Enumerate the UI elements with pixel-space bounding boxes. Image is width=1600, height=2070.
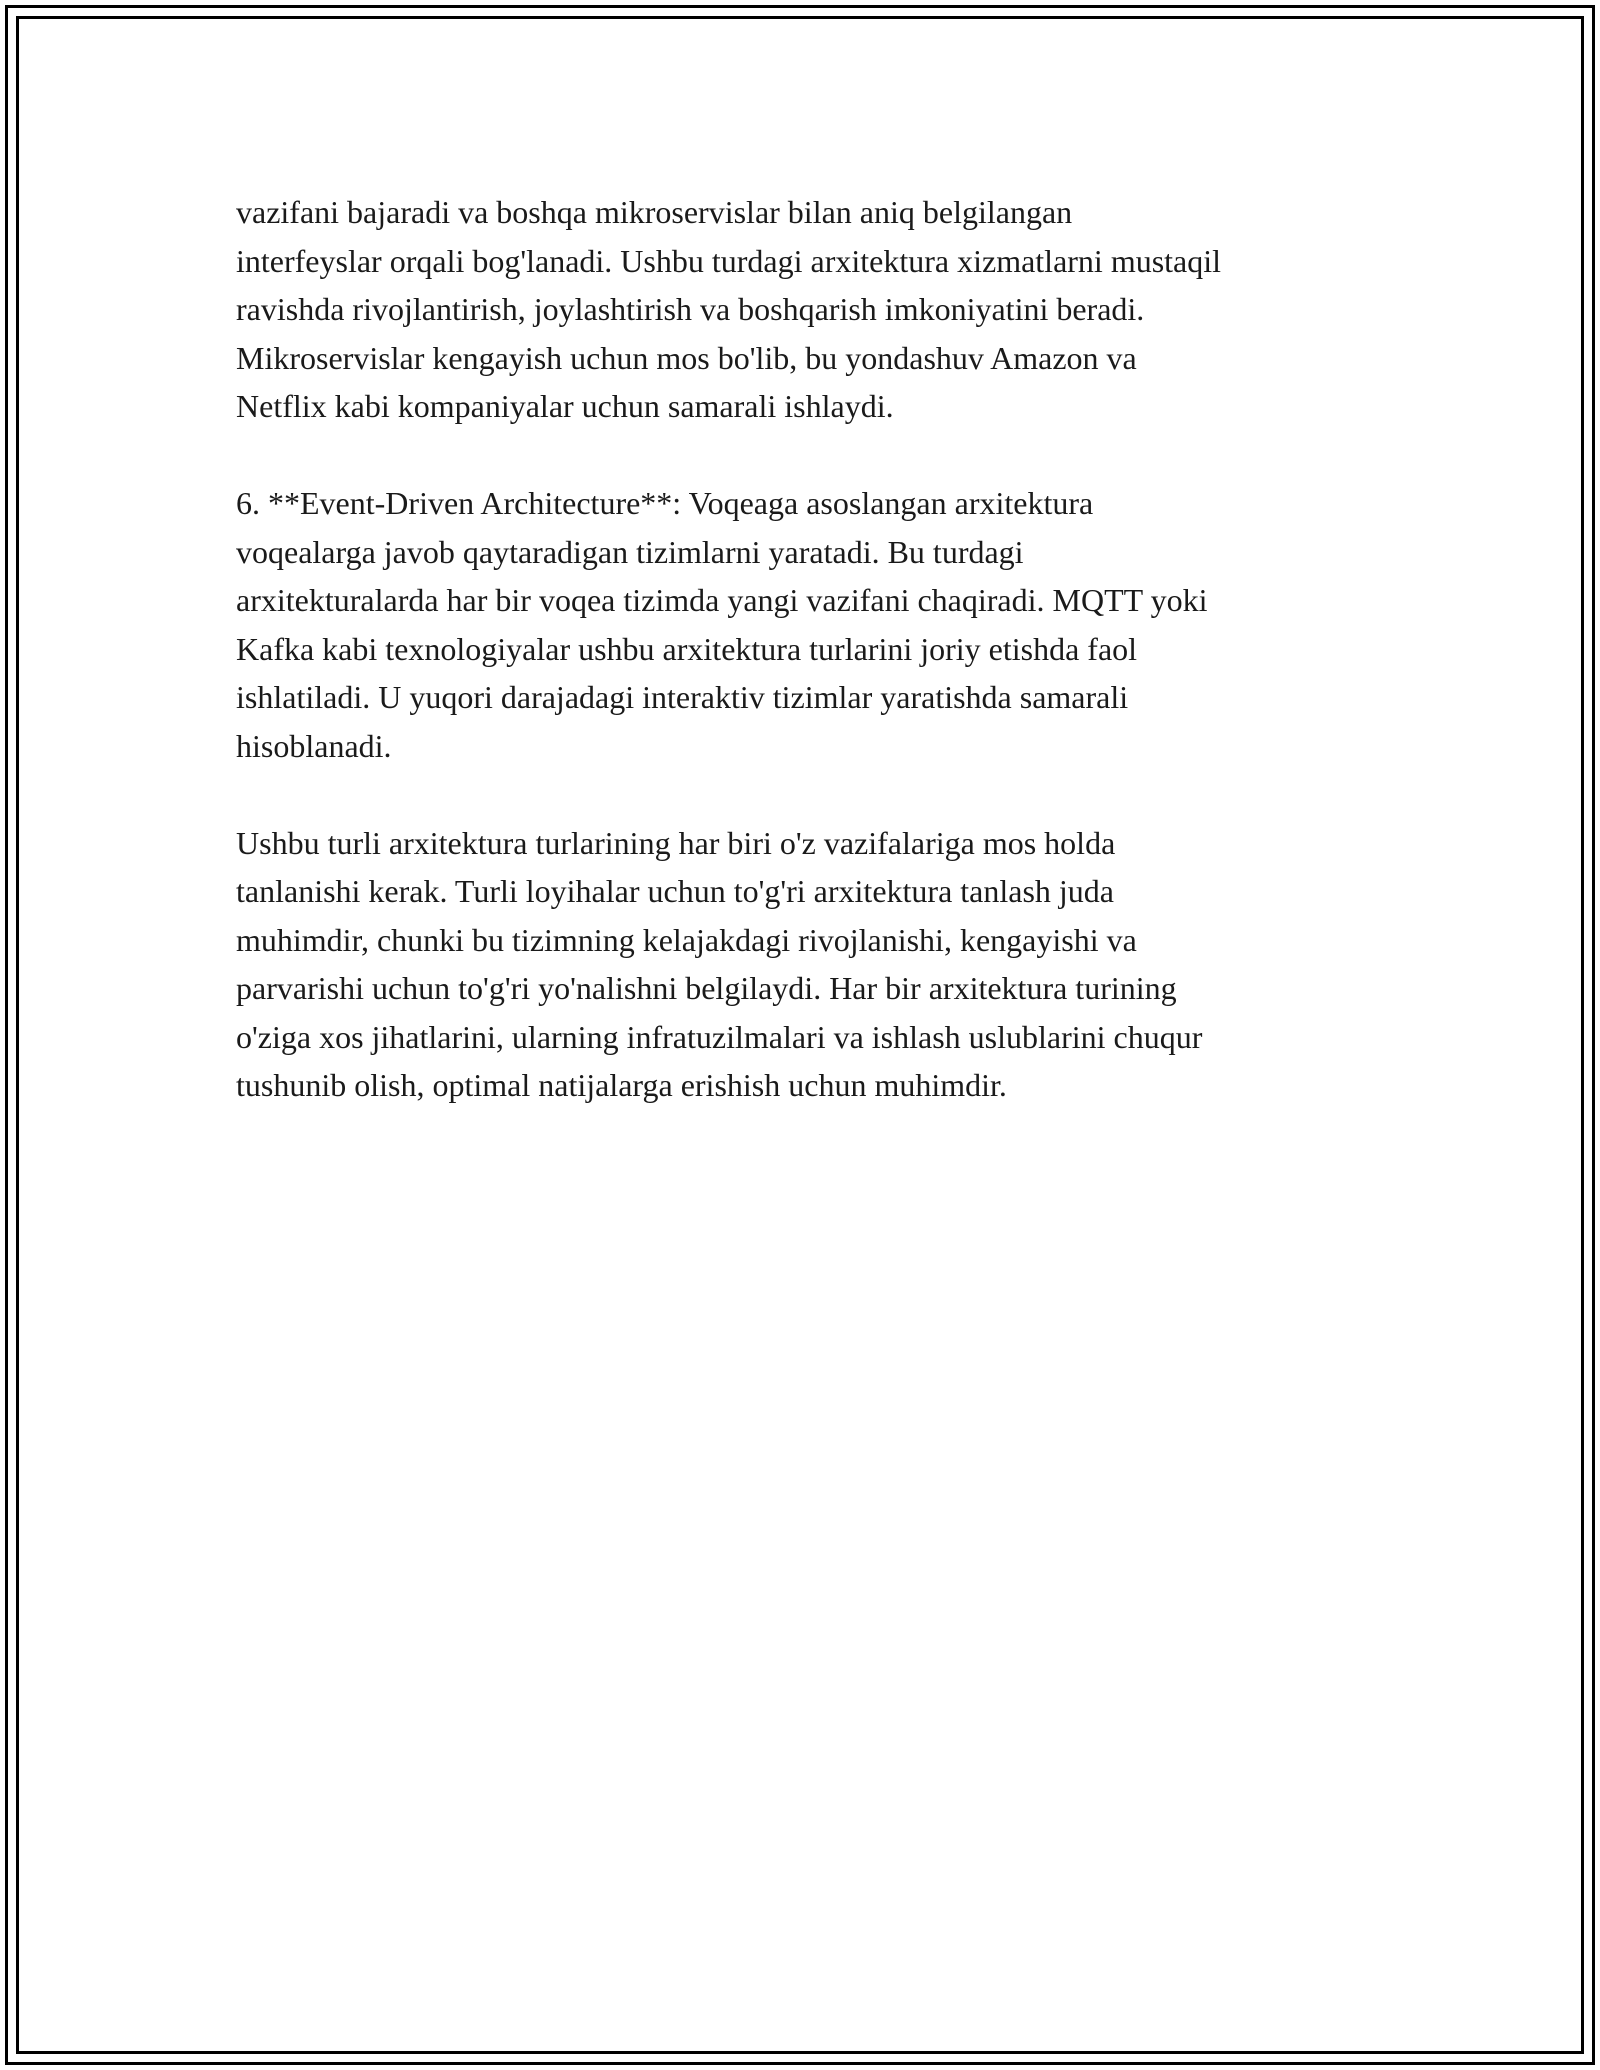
text-line: arxitekturalarda har bir voqea tizimda yangi vazifani chaqiradi. MQTT yoki	[236, 582, 1208, 618]
text-line: parvarishi uchun to'g'ri yo'nalishni belgilaydi. Har bir arxitektura turining	[236, 970, 1177, 1006]
paragraph-event-driven	[236, 479, 1376, 770]
text-line: Kafka kabi texnologiyalar ushbu arxitektura turlarini joriy etishda faol	[236, 630, 1138, 667]
text-line: o'ziga xos jihatlarini, ularning infratuzilmalari va ishlash uslublarini chuqur	[236, 1018, 1203, 1055]
document-body	[236, 188, 1376, 1158]
text-line: 6. **Event-Driven Architecture**: Voqeaga asoslangan arxitektura	[236, 485, 1094, 521]
text-line: voqealarga javob qaytaradigan tizimlarni yaratadi. Bu turdagi	[236, 533, 1024, 570]
text-line: interfeyslar orqali bog'lanadi. Ushbu turdagi arxitektura xizmatlarni mustaqil	[236, 242, 1222, 279]
text-line: Mikroservislar kengayish uchun mos bo'lib, bu yondashuv Amazon va	[236, 339, 1137, 376]
paragraph-microservices	[236, 188, 1376, 431]
text-line: muhimdir, chunki bu tizimning kelajakdagi rivojlanishi, kengayishi va	[236, 921, 1137, 958]
text-line: ishlatiladi. U yuqori darajadagi interaktiv tizimlar yaratishda samarali	[236, 679, 1129, 715]
paragraph-conclusion	[236, 819, 1376, 1110]
text-line: hisoblanadi.	[236, 727, 392, 764]
text-line: tushunib olish, optimal natijalarga erishish uchun muhimdir.	[236, 1067, 1007, 1103]
text-line: Netflix kabi kompaniyalar uchun samarali ishlaydi.	[236, 388, 894, 424]
text-line: Ushbu turli arxitektura turlarining har biri o'z vazifalariga mos holda	[236, 824, 1116, 861]
text-line: vazifani bajaradi va boshqa mikroservislar bilan aniq belgilangan	[236, 194, 1073, 230]
text-line: ravishda rivojlantirish, joylashtirish va boshqarish imkoniyatini beradi.	[236, 291, 1145, 327]
text-line: tanlanishi kerak. Turli loyihalar uchun to'g'ri arxitektura tanlash juda	[236, 873, 1114, 909]
